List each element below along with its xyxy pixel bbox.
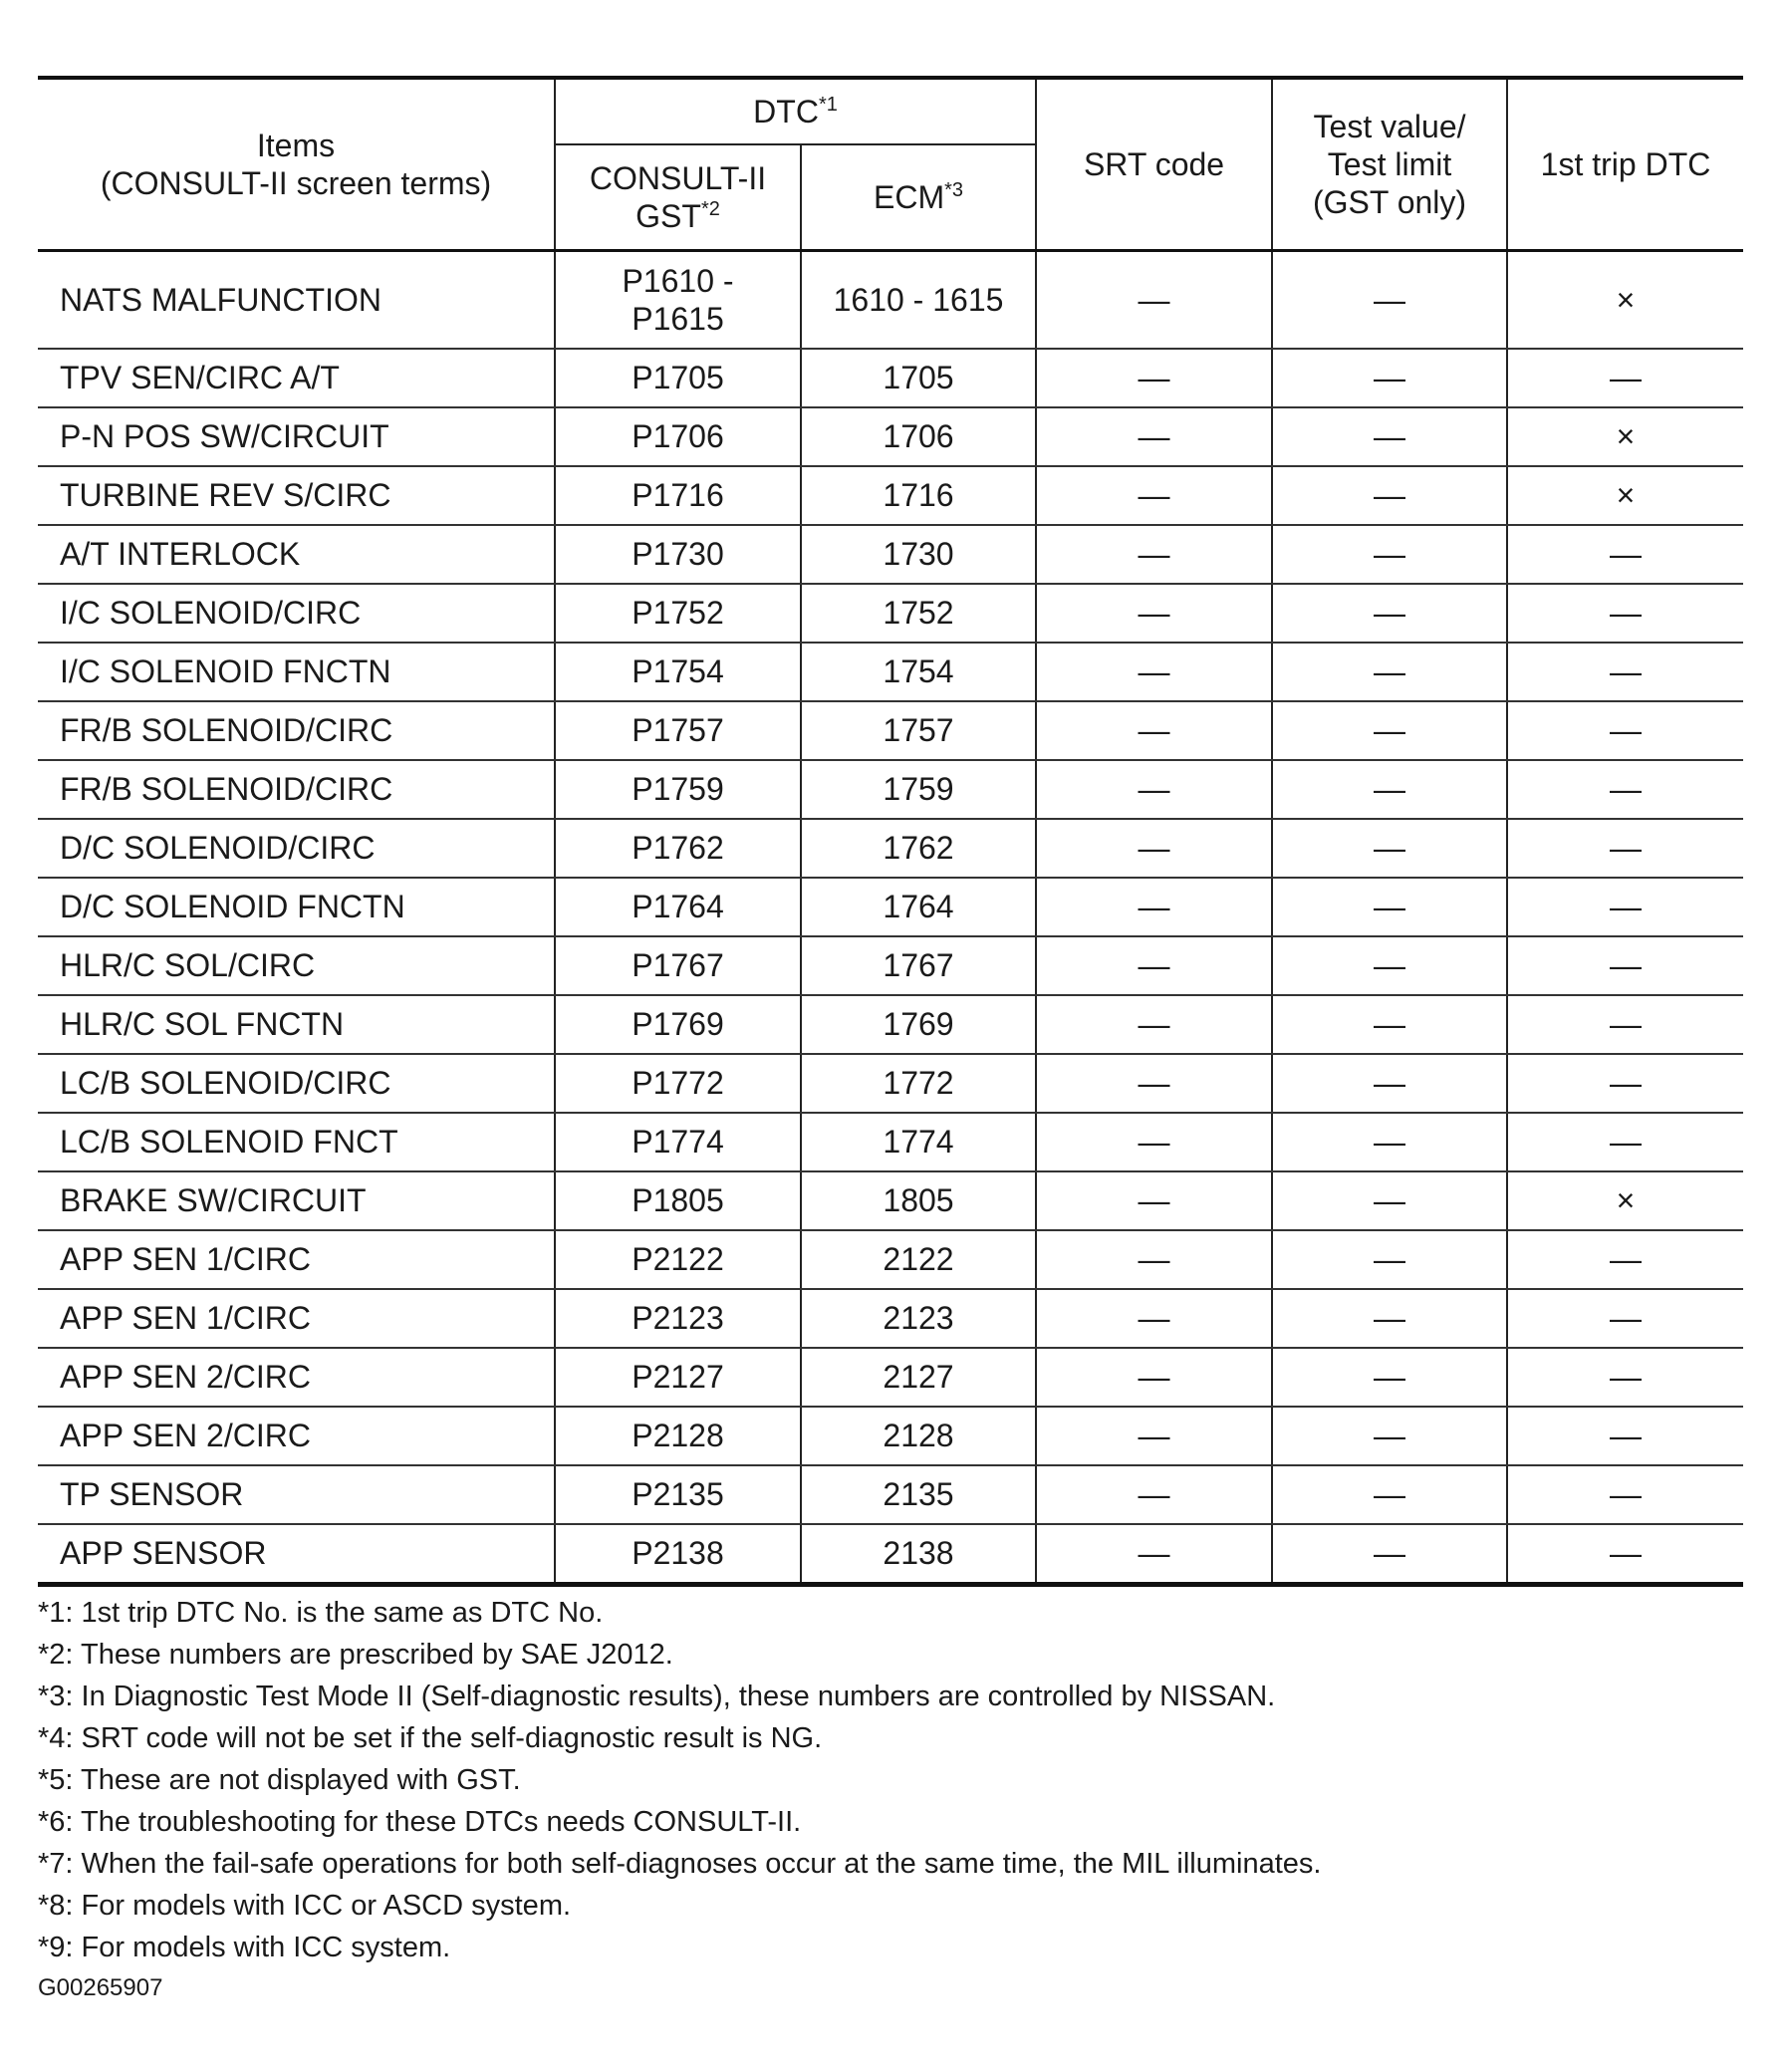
table-row bbox=[38, 349, 1743, 407]
consult-cell: P1716 bbox=[555, 466, 801, 525]
ecm-cell: 1769 bbox=[801, 995, 1036, 1054]
test-cell: — bbox=[1272, 643, 1507, 701]
consult-cell: P1757 bbox=[555, 701, 801, 760]
item-cell: LC/B SOLENOID FNCT bbox=[38, 1113, 555, 1171]
item-cell: APP SEN 1/CIRC bbox=[38, 1289, 555, 1348]
test-cell: — bbox=[1272, 584, 1507, 643]
trip-cell: — bbox=[1507, 584, 1743, 643]
table-header bbox=[38, 78, 1743, 251]
item-cell: APP SENSOR bbox=[38, 1524, 555, 1585]
figure-id: G00265907 bbox=[38, 1974, 163, 2001]
footnote: *7: When the fail-safe operations for both self-diagnoses occur at the same time, the MIL illuminates. bbox=[38, 1848, 1322, 1880]
item-cell: TURBINE REV S/CIRC bbox=[38, 466, 555, 525]
test-cell: — bbox=[1272, 1054, 1507, 1113]
consult-cell: P2138 bbox=[555, 1524, 801, 1585]
trip-cell: — bbox=[1507, 819, 1743, 878]
ecm-cell: 1759 bbox=[801, 760, 1036, 819]
consult-cell: P1774 bbox=[555, 1113, 801, 1171]
table-row bbox=[38, 878, 1743, 936]
item-cell: APP SEN 1/CIRC bbox=[38, 1230, 555, 1289]
srt-cell: — bbox=[1036, 1524, 1272, 1585]
footnote: *1: 1st trip DTC No. is the same as DTC No. bbox=[38, 1597, 604, 1629]
trip-cell: — bbox=[1507, 1524, 1743, 1585]
item-cell: I/C SOLENOID FNCTN bbox=[38, 643, 555, 701]
consult-cell: P1759 bbox=[555, 760, 801, 819]
srt-cell: — bbox=[1036, 1289, 1272, 1348]
trip-cell: × bbox=[1507, 466, 1743, 525]
ecm-cell: 2122 bbox=[801, 1230, 1036, 1289]
ecm-cell: 1774 bbox=[801, 1113, 1036, 1171]
footnote: *6: The troubleshooting for these DTCs needs CONSULT-II. bbox=[38, 1806, 802, 1838]
item-cell: APP SEN 2/CIRC bbox=[38, 1348, 555, 1407]
consult-cell: P2127 bbox=[555, 1348, 801, 1407]
ecm-cell: 1772 bbox=[801, 1054, 1036, 1113]
item-cell: LC/B SOLENOID/CIRC bbox=[38, 1054, 555, 1113]
table-row bbox=[38, 251, 1743, 350]
test-cell: — bbox=[1272, 1171, 1507, 1230]
table-row bbox=[38, 1113, 1743, 1171]
test-cell: — bbox=[1272, 525, 1507, 584]
ecm-cell: 2138 bbox=[801, 1524, 1036, 1585]
ecm-cell: 1754 bbox=[801, 643, 1036, 701]
footnotes bbox=[38, 1592, 1743, 1968]
srt-cell: — bbox=[1036, 701, 1272, 760]
footnote: *8: For models with ICC or ASCD system. bbox=[38, 1890, 572, 1922]
trip-cell: — bbox=[1507, 1054, 1743, 1113]
test-cell: — bbox=[1272, 1348, 1507, 1407]
table-row bbox=[38, 819, 1743, 878]
srt-cell: — bbox=[1036, 1230, 1272, 1289]
item-cell: NATS MALFUNCTION bbox=[38, 251, 555, 350]
header-dtc: DTC$^{*1}$ bbox=[555, 78, 1036, 144]
ecm-cell: 1730 bbox=[801, 525, 1036, 584]
table-body bbox=[38, 251, 1743, 1585]
table-row bbox=[38, 1054, 1743, 1113]
test-cell: — bbox=[1272, 936, 1507, 995]
trip-cell: — bbox=[1507, 1230, 1743, 1289]
consult-cell: P1767 bbox=[555, 936, 801, 995]
consult-cell: P1752 bbox=[555, 584, 801, 643]
item-cell: BRAKE SW/CIRCUIT bbox=[38, 1171, 555, 1230]
consult-cell: P1762 bbox=[555, 819, 801, 878]
table-row bbox=[38, 1230, 1743, 1289]
consult-cell: P1754 bbox=[555, 643, 801, 701]
header-test-value: Test value/ Test limit (GST only) bbox=[1272, 78, 1507, 251]
footnote: *2: These numbers are prescribed by SAE J2012. bbox=[38, 1639, 673, 1671]
test-cell: — bbox=[1272, 1289, 1507, 1348]
test-cell: — bbox=[1272, 1407, 1507, 1465]
srt-cell: — bbox=[1036, 1465, 1272, 1524]
dtc-table bbox=[38, 76, 1743, 1587]
header-ecm: ECM$^{*3}$ bbox=[801, 144, 1036, 251]
test-cell: — bbox=[1272, 878, 1507, 936]
srt-cell: — bbox=[1036, 643, 1272, 701]
consult-cell: P1706 bbox=[555, 407, 801, 466]
table-row bbox=[38, 407, 1743, 466]
trip-cell: — bbox=[1507, 1113, 1743, 1171]
srt-cell: — bbox=[1036, 1348, 1272, 1407]
table-row bbox=[38, 525, 1743, 584]
ecm-cell: 2135 bbox=[801, 1465, 1036, 1524]
test-cell: — bbox=[1272, 407, 1507, 466]
item-cell: D/C SOLENOID/CIRC bbox=[38, 819, 555, 878]
table-row bbox=[38, 466, 1743, 525]
header-first-trip-dtc: 1st trip DTC bbox=[1507, 78, 1743, 251]
ecm-cell: 1752 bbox=[801, 584, 1036, 643]
trip-cell: — bbox=[1507, 349, 1743, 407]
footnote: *9: For models with ICC system. bbox=[38, 1932, 451, 1963]
trip-cell: — bbox=[1507, 1348, 1743, 1407]
srt-cell: — bbox=[1036, 819, 1272, 878]
srt-cell: — bbox=[1036, 407, 1272, 466]
ecm-cell: 2123 bbox=[801, 1289, 1036, 1348]
trip-cell: × bbox=[1507, 407, 1743, 466]
footnote: *4: SRT code will not be set if the self-diagnostic result is NG. bbox=[38, 1722, 823, 1754]
test-cell: — bbox=[1272, 251, 1507, 350]
trip-cell: × bbox=[1507, 251, 1743, 350]
trip-cell: — bbox=[1507, 643, 1743, 701]
srt-cell: — bbox=[1036, 936, 1272, 995]
srt-cell: — bbox=[1036, 525, 1272, 584]
trip-cell: — bbox=[1507, 1289, 1743, 1348]
consult-cell: P1705 bbox=[555, 349, 801, 407]
test-cell: — bbox=[1272, 1465, 1507, 1524]
test-cell: — bbox=[1272, 701, 1507, 760]
srt-cell: — bbox=[1036, 1407, 1272, 1465]
trip-cell: — bbox=[1507, 1465, 1743, 1524]
header-consult-gst: CONSULT-II GST$^{*2}$ bbox=[555, 144, 801, 251]
trip-cell: — bbox=[1507, 701, 1743, 760]
srt-cell: — bbox=[1036, 349, 1272, 407]
consult-cell: P1805 bbox=[555, 1171, 801, 1230]
table-row bbox=[38, 1348, 1743, 1407]
item-cell: APP SEN 2/CIRC bbox=[38, 1407, 555, 1465]
consult-cell: P1769 bbox=[555, 995, 801, 1054]
consult-cell: P2135 bbox=[555, 1465, 801, 1524]
ecm-cell: 1767 bbox=[801, 936, 1036, 995]
table-row bbox=[38, 995, 1743, 1054]
test-cell: — bbox=[1272, 466, 1507, 525]
ecm-cell: 1764 bbox=[801, 878, 1036, 936]
srt-cell: — bbox=[1036, 1171, 1272, 1230]
table-row bbox=[38, 760, 1743, 819]
trip-cell: — bbox=[1507, 995, 1743, 1054]
table-row bbox=[38, 643, 1743, 701]
trip-cell: — bbox=[1507, 760, 1743, 819]
table-row bbox=[38, 584, 1743, 643]
srt-cell: — bbox=[1036, 1113, 1272, 1171]
srt-cell: — bbox=[1036, 584, 1272, 643]
consult-cell: P1730 bbox=[555, 525, 801, 584]
test-cell: — bbox=[1272, 1230, 1507, 1289]
header-srt-code: SRT code bbox=[1036, 78, 1272, 251]
ecm-cell: 1805 bbox=[801, 1171, 1036, 1230]
item-cell: P-N POS SW/CIRCUIT bbox=[38, 407, 555, 466]
table-row bbox=[38, 1289, 1743, 1348]
item-cell: TP SENSOR bbox=[38, 1465, 555, 1524]
table-row bbox=[38, 1171, 1743, 1230]
srt-cell: — bbox=[1036, 878, 1272, 936]
trip-cell: — bbox=[1507, 525, 1743, 584]
footnote: *5: These are not displayed with GST. bbox=[38, 1764, 521, 1796]
item-cell: FR/B SOLENOID/CIRC bbox=[38, 760, 555, 819]
table-row bbox=[38, 1465, 1743, 1524]
footnote: *3: In Diagnostic Test Mode II (Self-diagnostic results), these numbers are controlled by NISSAN. bbox=[38, 1681, 1276, 1712]
test-cell: — bbox=[1272, 1113, 1507, 1171]
table-row bbox=[38, 1524, 1743, 1585]
srt-cell: — bbox=[1036, 251, 1272, 350]
table-row bbox=[38, 701, 1743, 760]
item-cell: FR/B SOLENOID/CIRC bbox=[38, 701, 555, 760]
table-row bbox=[38, 936, 1743, 995]
ecm-cell: 1762 bbox=[801, 819, 1036, 878]
item-cell: TPV SEN/CIRC A/T bbox=[38, 349, 555, 407]
consult-cell: P2122 bbox=[555, 1230, 801, 1289]
ecm-cell: 1757 bbox=[801, 701, 1036, 760]
ecm-cell: 1706 bbox=[801, 407, 1036, 466]
trip-cell: — bbox=[1507, 1407, 1743, 1465]
item-cell: HLR/C SOL/CIRC bbox=[38, 936, 555, 995]
item-cell: I/C SOLENOID/CIRC bbox=[38, 584, 555, 643]
trip-cell: — bbox=[1507, 936, 1743, 995]
ecm-cell: 1610 - 1615 bbox=[801, 251, 1036, 350]
item-cell: D/C SOLENOID FNCTN bbox=[38, 878, 555, 936]
consult-cell: P2123 bbox=[555, 1289, 801, 1348]
table-row bbox=[38, 1407, 1743, 1465]
trip-cell: — bbox=[1507, 878, 1743, 936]
test-cell: — bbox=[1272, 349, 1507, 407]
ecm-cell: 1705 bbox=[801, 349, 1036, 407]
consult-cell: P1772 bbox=[555, 1054, 801, 1113]
ecm-cell: 2128 bbox=[801, 1407, 1036, 1465]
item-cell: A/T INTERLOCK bbox=[38, 525, 555, 584]
test-cell: — bbox=[1272, 760, 1507, 819]
consult-cell: P1610 - P1615 bbox=[555, 251, 801, 350]
item-cell: HLR/C SOL FNCTN bbox=[38, 995, 555, 1054]
header-items: Items (CONSULT-II screen terms) bbox=[38, 78, 555, 251]
srt-cell: — bbox=[1036, 995, 1272, 1054]
consult-cell: P2128 bbox=[555, 1407, 801, 1465]
srt-cell: — bbox=[1036, 1054, 1272, 1113]
consult-cell: P1764 bbox=[555, 878, 801, 936]
test-cell: — bbox=[1272, 819, 1507, 878]
srt-cell: — bbox=[1036, 760, 1272, 819]
test-cell: — bbox=[1272, 995, 1507, 1054]
trip-cell: × bbox=[1507, 1171, 1743, 1230]
ecm-cell: 1716 bbox=[801, 466, 1036, 525]
srt-cell: — bbox=[1036, 466, 1272, 525]
test-cell: — bbox=[1272, 1524, 1507, 1585]
ecm-cell: 2127 bbox=[801, 1348, 1036, 1407]
